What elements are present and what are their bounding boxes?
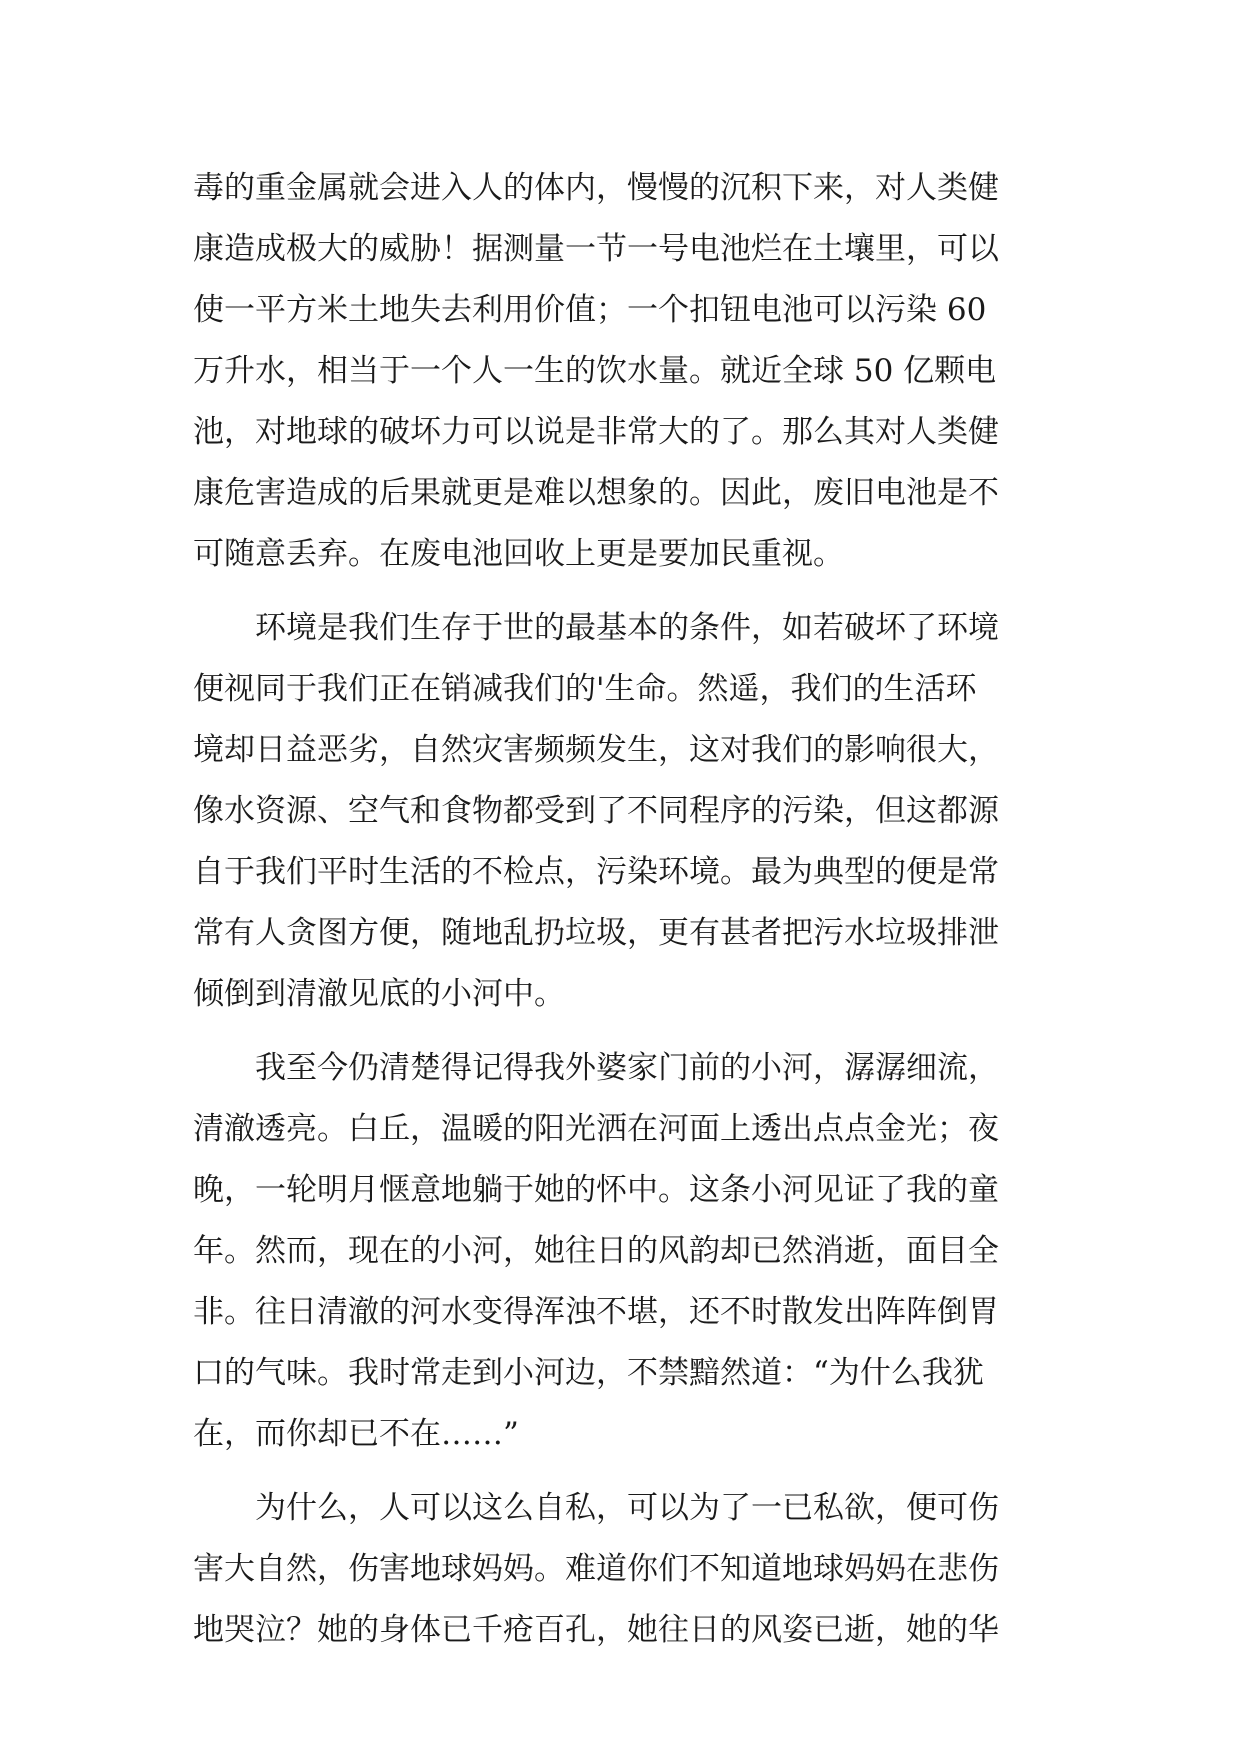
text-line: 可随意丢弃。在废电池回收上更是要加民重视。	[193, 536, 844, 572]
text-line: 环境是我们生存于世的最基本的条件，如若破坏了环境	[193, 610, 999, 646]
paragraph-spacer	[193, 1465, 1083, 1478]
text-line: 我至今仍清楚得记得我外婆家门前的小河，潺潺细流，	[193, 1050, 999, 1086]
paragraph	[193, 598, 1083, 1025]
paragraph	[193, 1038, 1083, 1465]
paragraph	[193, 1478, 1083, 1661]
text-line: 在，而你却已不在……”	[193, 1416, 519, 1452]
text-line: 境却日益恶劣，自然灾害频频发生，这对我们的影响很大，	[193, 732, 999, 768]
text-line: 自于我们平时生活的不检点，污染环境。最为典型的便是常	[193, 854, 999, 890]
paragraph-spacer	[193, 1025, 1083, 1038]
text-line: 年。然而，现在的小河，她往日的风韵却已然消逝，面目全	[193, 1233, 999, 1269]
text-line: 晚，一轮明月惬意地躺于她的怀中。这条小河见证了我的童	[193, 1172, 999, 1208]
text-line: 万升水，相当于一个人一生的饮水量。就近全球 50 亿颗电	[193, 353, 997, 389]
text-line: 像水资源、空气和食物都受到了不同程序的污染，但这都源	[193, 793, 999, 829]
text-line: 为什么，人可以这么自私，可以为了一已私欲，便可伤	[193, 1490, 999, 1526]
text-line: 康造成极大的威胁！据测量一节一号电池烂在土壤里，可以	[193, 231, 999, 267]
text-line: 康危害造成的后果就更是难以想象的。因此，废旧电池是不	[193, 475, 999, 511]
text-line: 害大自然，伤害地球妈妈。难道你们不知道地球妈妈在悲伤	[193, 1551, 999, 1587]
text-line: 常有人贪图方便，随地乱扔垃圾，更有甚者把污水垃圾排泄	[193, 915, 999, 951]
text-line: 口的气味。我时常走到小河边，不禁黯然道：“为什么我犹	[193, 1355, 984, 1391]
body-text	[193, 158, 1083, 1661]
text-line: 非。往日清澈的河水变得浑浊不堪，还不时散发出阵阵倒胃	[193, 1294, 999, 1330]
text-line: 使一平方米土地失去利用价值；一个扣钮电池可以污染 60	[193, 292, 987, 328]
text-line: 倾倒到清澈见底的小河中。	[193, 976, 565, 1012]
text-line: 毒的重金属就会进入人的体内，慢慢的沉积下来，对人类健	[193, 170, 999, 206]
paragraph	[193, 158, 1083, 585]
text-line: 便视同于我们正在销减我们的'生命。然遥，我们的生活环	[193, 671, 977, 707]
text-line: 池，对地球的破坏力可以说是非常大的了。那么其对人类健	[193, 414, 999, 450]
text-line: 地哭泣？她的身体已千疮百孔，她往日的风姿已逝，她的华	[193, 1612, 999, 1648]
text-line: 清澈透亮。白丘，温暖的阳光洒在河面上透出点点金光；夜	[193, 1111, 999, 1147]
paragraph-spacer	[193, 585, 1083, 598]
